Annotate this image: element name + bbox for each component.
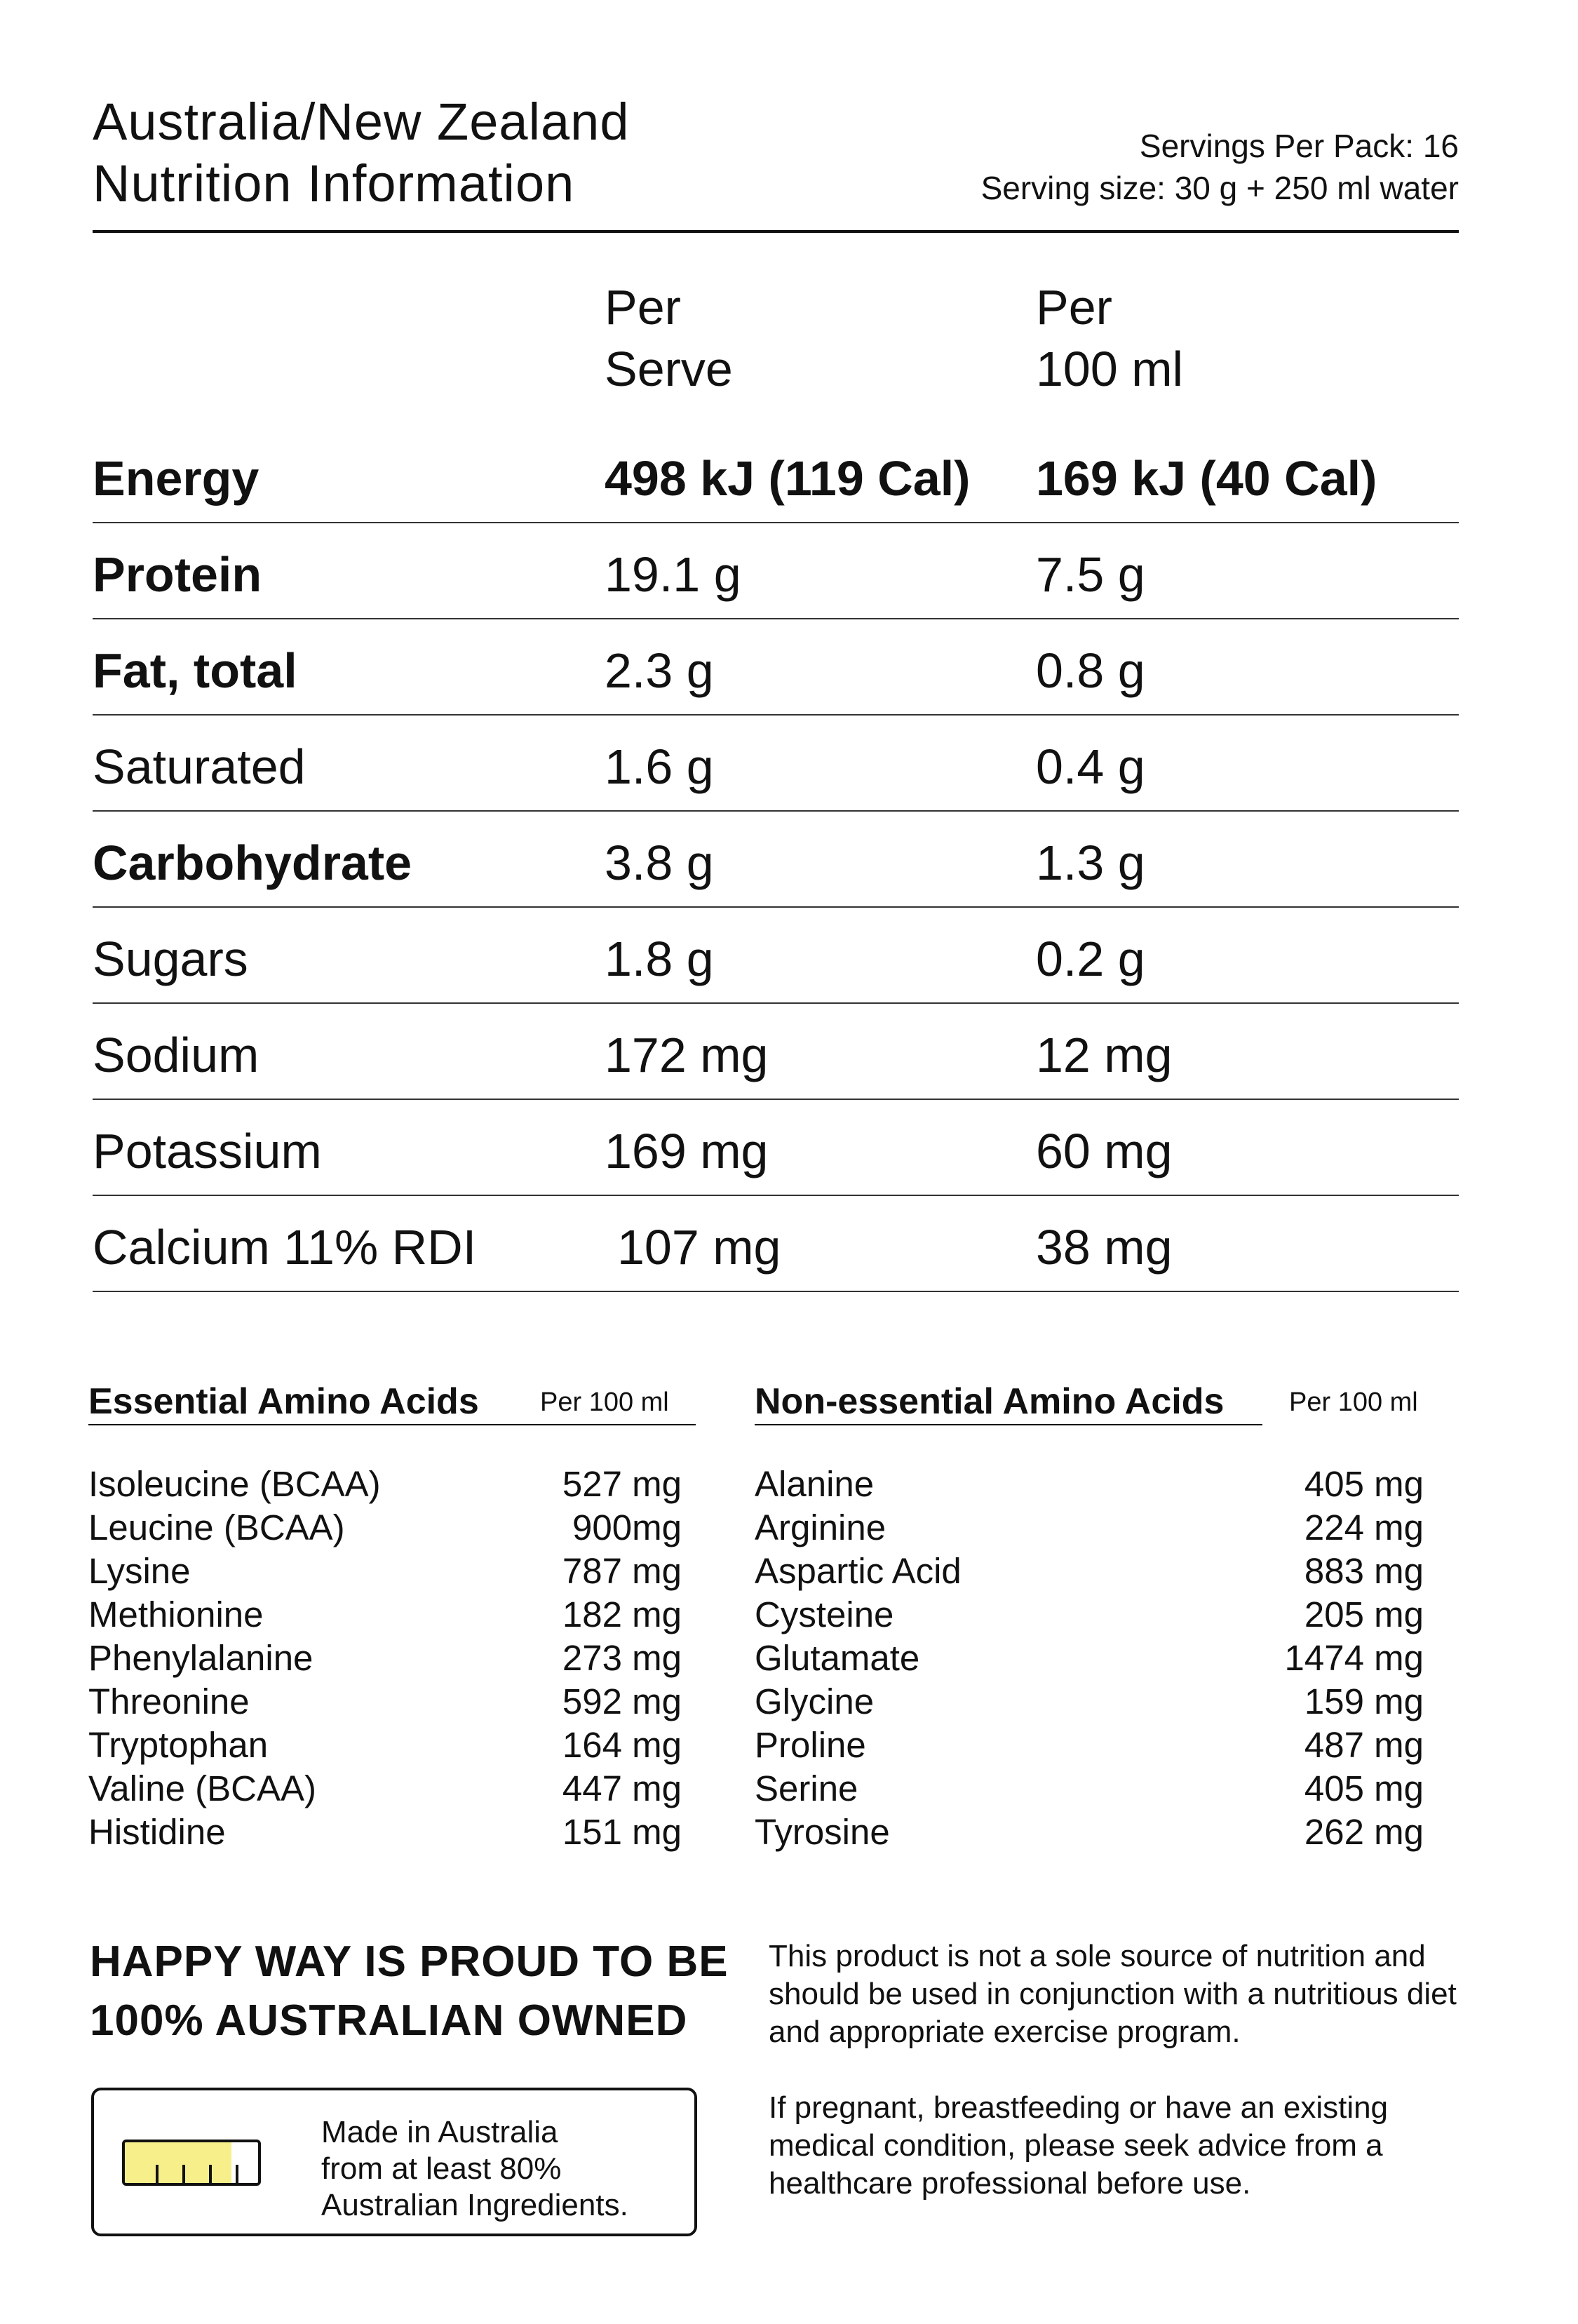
nutrient-label: Saturated — [93, 739, 306, 794]
header-divider — [93, 230, 1459, 233]
list-item: Phenylalanine 273 mg — [88, 1638, 682, 1678]
nutrition-row-carbohydrate — [93, 810, 1459, 908]
australian-owned-statement: HAPPY WAY IS PROUD TO BE 100% AUSTRALIAN OWNED — [90, 1937, 729, 2045]
per-100ml-value: 169 kJ (40 Cal) — [1036, 451, 1377, 506]
australian-content-fill — [125, 2142, 231, 2183]
per-serve-value: 1.8 g — [605, 932, 714, 986]
per-100ml-value: 12 mg — [1036, 1028, 1173, 1082]
nonessential-amino-underline — [755, 1424, 1262, 1425]
list-item: Glutamate 1474 mg — [755, 1638, 1424, 1678]
per-serve-value: 107 mg — [617, 1220, 781, 1275]
nutrient-label: Sugars — [93, 932, 248, 986]
nutrition-row-protein — [93, 522, 1459, 619]
list-item: Arginine 224 mg — [755, 1507, 1424, 1547]
nonessential-amino-per-label: Per 100 ml — [1289, 1388, 1418, 1417]
title-line-1: Australia/New Zealand — [93, 93, 630, 151]
list-item: Histidine 151 mg — [88, 1812, 682, 1852]
made-in-australia-text: Made in Australia from at least 80% Australian Ingredients. — [321, 2115, 628, 2222]
list-item: Aspartic Acid 883 mg — [755, 1551, 1424, 1591]
per-100ml-value: 0.4 g — [1036, 739, 1145, 794]
per-serve-value: 3.8 g — [605, 835, 714, 890]
per-serve-value: 172 mg — [605, 1028, 769, 1082]
list-item: Isoleucine (BCAA) 527 mg — [88, 1464, 682, 1504]
disclaimer-pregnancy: If pregnant, breastfeeding or have an existing medical condition, please seek advice from a healthcare professional before use. — [769, 2090, 1389, 2201]
gauge-tick — [156, 2165, 159, 2183]
nonessential-amino-title: Non-essential Amino Acids — [755, 1381, 1225, 1422]
title-line-2: Nutrition Information — [93, 154, 575, 213]
list-item: Valine (BCAA) 447 mg — [88, 1768, 682, 1808]
list-item: Glycine 159 mg — [755, 1681, 1424, 1721]
disclaimer-sole-source: This product is not a sole source of nutrition and should be used in conjunction with a nutritious diet and appropriate exercise program. — [769, 1939, 1457, 2049]
column-header-per-serve: Per Serve — [605, 280, 733, 396]
nutrition-row-sugars — [93, 906, 1459, 1004]
disclaimer — [769, 1937, 1470, 2241]
list-item: Tryptophan 164 mg — [88, 1725, 682, 1765]
nutrient-label: Carbohydrate — [93, 835, 412, 890]
per-serve-value: 498 kJ (119 Cal) — [605, 451, 971, 506]
per-100ml-value: 1.3 g — [1036, 835, 1145, 890]
per-100ml-value: 0.8 g — [1036, 643, 1145, 698]
list-item: Proline 487 mg — [755, 1725, 1424, 1765]
per-100ml-value: 38 mg — [1036, 1220, 1173, 1275]
per-100ml-value: 0.2 g — [1036, 932, 1145, 986]
list-item: Lysine 787 mg — [88, 1551, 682, 1591]
list-item: Serine 405 mg — [755, 1768, 1424, 1808]
nutrition-row-calcium — [93, 1195, 1459, 1292]
nutrition-row-potassium — [93, 1099, 1459, 1196]
gauge-tick — [209, 2165, 212, 2183]
nutrition-row-energy — [93, 426, 1459, 523]
servings-per-pack: Servings Per Pack: 16 — [1139, 128, 1459, 164]
list-item: Cysteine 205 mg — [755, 1594, 1424, 1634]
nutrition-row-sodium — [93, 1002, 1459, 1100]
list-item: Methionine 182 mg — [88, 1594, 682, 1634]
per-serve-value: 19.1 g — [605, 547, 741, 602]
nutrient-label: Energy — [93, 451, 259, 506]
list-item: Tyrosine 262 mg — [755, 1812, 1424, 1852]
per-serve-value: 1.6 g — [605, 739, 714, 794]
per-100ml-value: 60 mg — [1036, 1124, 1173, 1178]
list-item: Alanine 405 mg — [755, 1464, 1424, 1504]
made-in-australia-label — [91, 2088, 697, 2236]
list-item: Leucine (BCAA) 900mg — [88, 1507, 682, 1547]
australian-content-bar-icon — [122, 2140, 261, 2186]
essential-amino-title: Essential Amino Acids — [88, 1381, 479, 1422]
gauge-tick — [182, 2165, 185, 2183]
nutrient-label: Calcium 11% RDI — [93, 1220, 477, 1275]
serving-size: Serving size: 30 g + 250 ml water — [980, 170, 1459, 206]
gauge-tick — [236, 2165, 238, 2183]
per-serve-value: 2.3 g — [605, 643, 714, 698]
essential-amino-list — [88, 1463, 682, 1854]
list-item: Threonine 592 mg — [88, 1681, 682, 1721]
nutrient-label: Fat, total — [93, 643, 297, 698]
nutrient-label: Protein — [93, 547, 262, 602]
essential-amino-per-label: Per 100 ml — [540, 1388, 669, 1417]
essential-amino-underline — [88, 1424, 696, 1425]
panel-title — [93, 91, 629, 215]
nonessential-amino-list — [755, 1463, 1424, 1854]
nutrition-row-saturated — [93, 714, 1459, 812]
per-100ml-value: 7.5 g — [1036, 547, 1145, 602]
nutrient-label: Sodium — [93, 1028, 259, 1082]
column-header-per-100ml: Per 100 ml — [1036, 280, 1184, 396]
serving-info — [981, 125, 1459, 209]
per-serve-value: 169 mg — [605, 1124, 769, 1178]
nutrition-row-fat-total — [93, 618, 1459, 716]
nutrient-label: Potassium — [93, 1124, 322, 1178]
